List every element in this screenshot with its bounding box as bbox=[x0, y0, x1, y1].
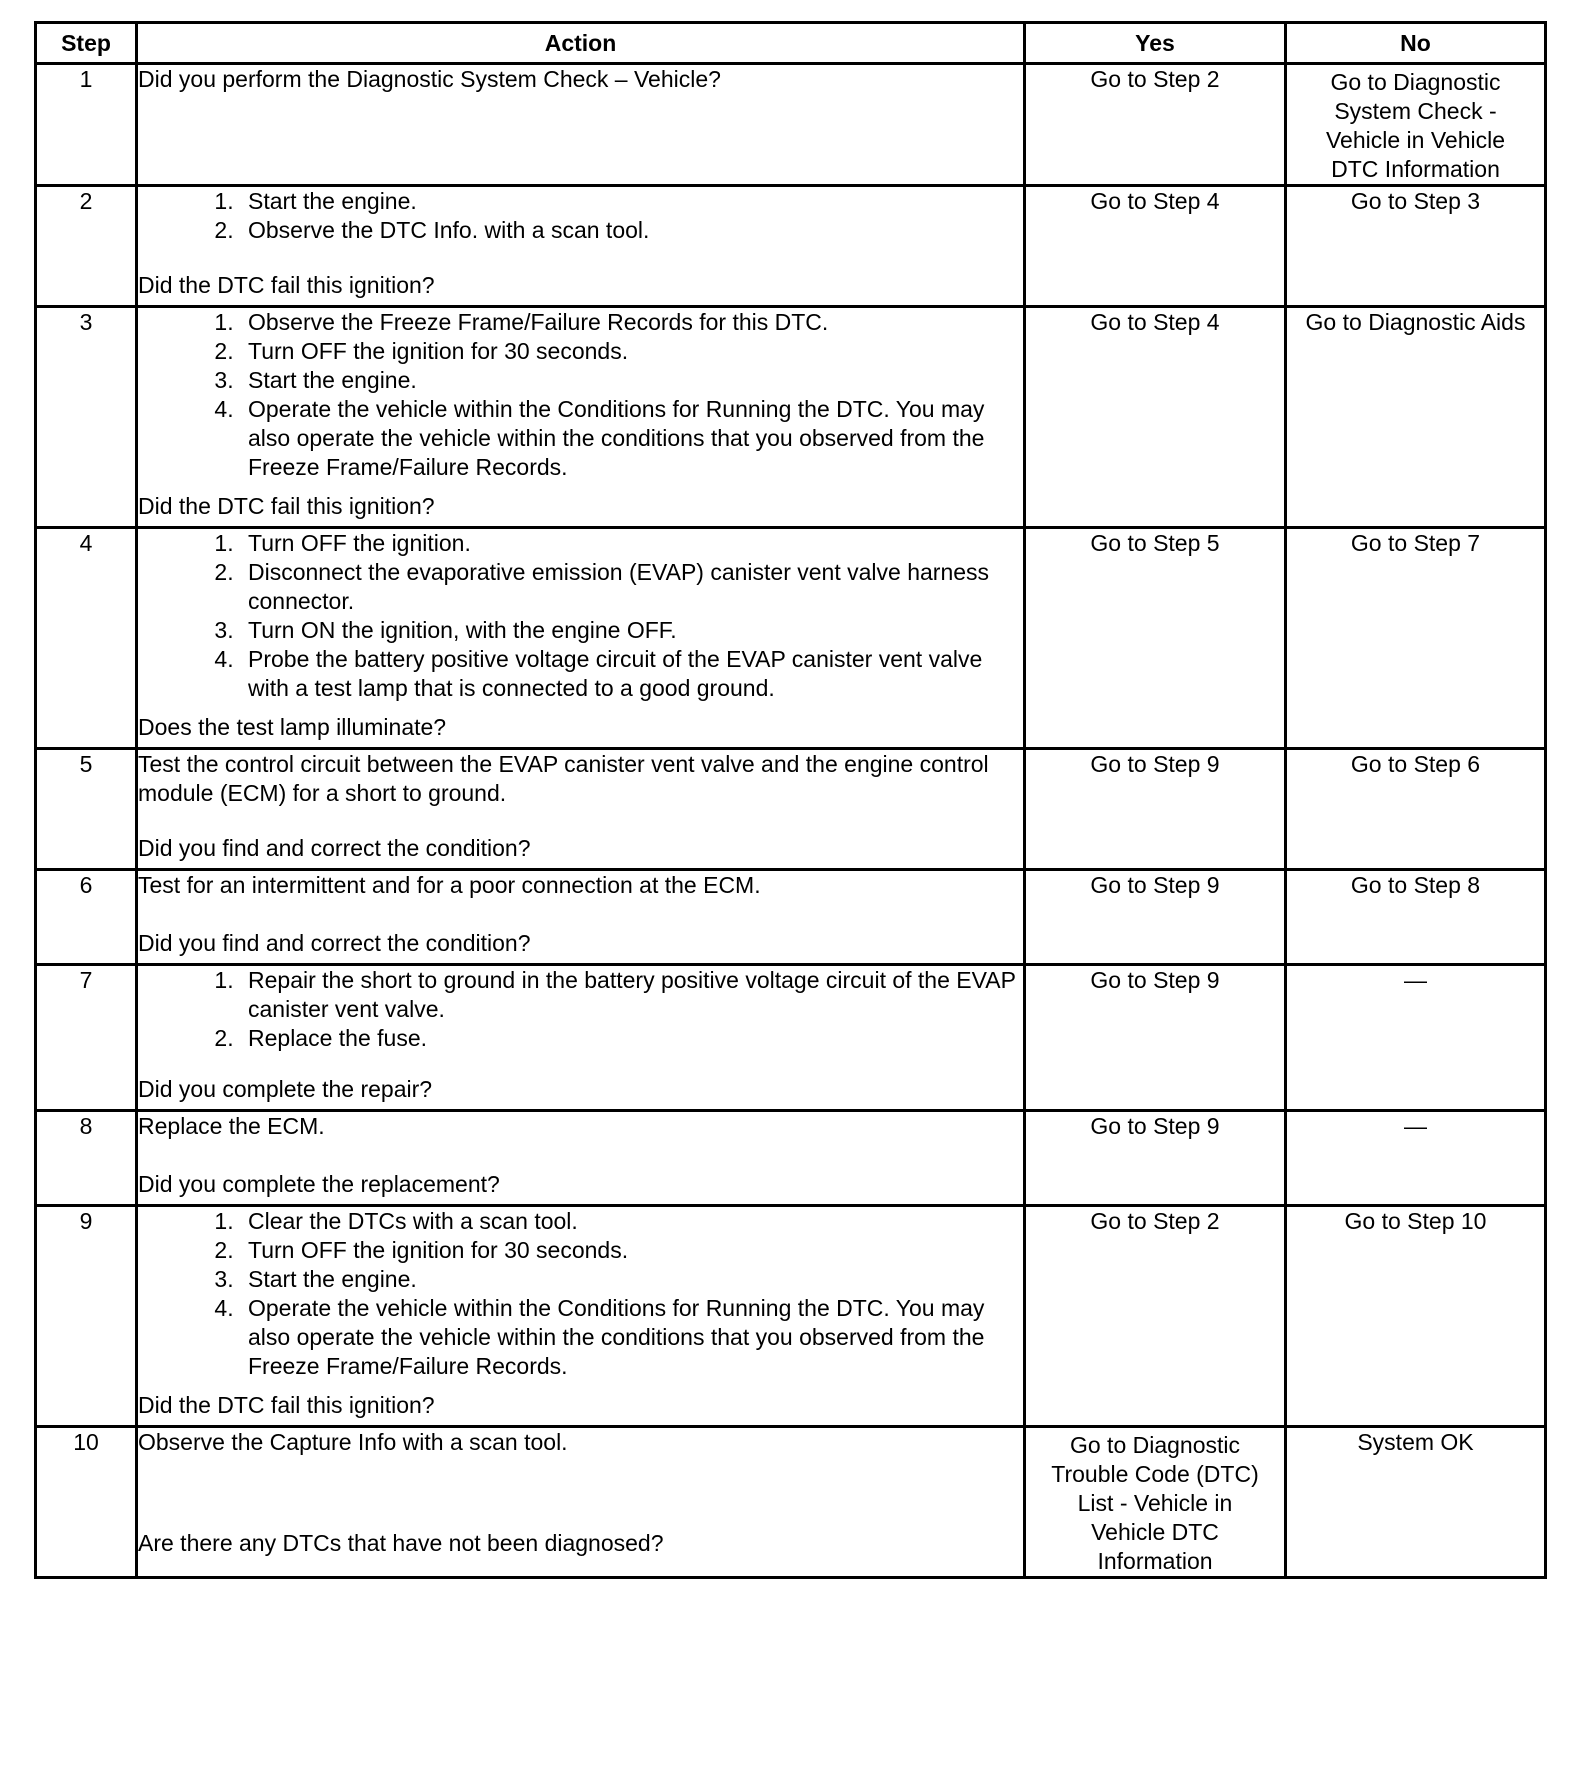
table-row bbox=[36, 1111, 1546, 1206]
table-row bbox=[36, 965, 1546, 1111]
header-action: Action bbox=[137, 23, 1025, 64]
step-number: 9 bbox=[36, 1206, 137, 1427]
table-row bbox=[36, 307, 1546, 528]
no-result-text: — bbox=[1404, 967, 1427, 993]
step-number: 3 bbox=[36, 307, 137, 528]
action-question: Did you find and correct the condition? bbox=[138, 930, 531, 956]
table-row bbox=[36, 186, 1546, 307]
yes-result-text: Go to Step 9 bbox=[1090, 751, 1220, 777]
no-result bbox=[1286, 870, 1546, 965]
diagnostic-table bbox=[34, 21, 1547, 1579]
yes-result bbox=[1025, 1427, 1286, 1578]
yes-result bbox=[1025, 307, 1286, 528]
table-row bbox=[36, 528, 1546, 749]
action-question: Does the test lamp illuminate? bbox=[138, 714, 447, 740]
yes-result-text: Go to Step 9 bbox=[1090, 872, 1220, 898]
no-result bbox=[1286, 307, 1546, 528]
yes-result-text: Go to Step 2 bbox=[1090, 66, 1220, 92]
action-steps-list bbox=[138, 1207, 1023, 1381]
step-number: 1 bbox=[36, 64, 137, 186]
step-number: 7 bbox=[36, 965, 137, 1111]
yes-result bbox=[1025, 528, 1286, 749]
action-step-item: 4. Operate the vehicle within the Conditions for Running the DTC. You may also operate the vehicle within the conditions that you observed from the Freeze Frame/Failure Records. bbox=[240, 395, 1023, 482]
no-result bbox=[1286, 1427, 1546, 1578]
action-cell bbox=[137, 749, 1025, 870]
table-row bbox=[36, 1427, 1546, 1578]
no-result bbox=[1286, 186, 1546, 307]
action-text: Replace the ECM. bbox=[138, 1113, 325, 1139]
yes-result bbox=[1025, 1206, 1286, 1427]
header-yes: Yes bbox=[1025, 23, 1286, 64]
action-cell bbox=[137, 965, 1025, 1111]
no-result-text: System OK bbox=[1357, 1429, 1474, 1455]
no-result-text: Go to Step 3 bbox=[1350, 188, 1481, 214]
yes-result-text: Go to Diagnostic Trouble Code (DTC) List - Vehicle in Vehicle DTC Information bbox=[1051, 1432, 1259, 1574]
yes-result bbox=[1025, 749, 1286, 870]
action-cell bbox=[137, 870, 1025, 965]
action-step-item: 2. Turn OFF the ignition for 30 seconds. bbox=[240, 337, 1023, 366]
table-row bbox=[36, 870, 1546, 965]
no-result-text: Go to Step 6 bbox=[1350, 751, 1481, 777]
action-steps-list bbox=[138, 308, 1023, 482]
no-result-text: Go to Step 8 bbox=[1350, 872, 1481, 898]
no-result-text: Go to Step 7 bbox=[1350, 530, 1481, 556]
action-question: Did you complete the replacement? bbox=[138, 1171, 500, 1197]
action-step-item: 2. Disconnect the evaporative emission (EVAP) canister vent valve harness connector. bbox=[240, 558, 1023, 616]
no-result bbox=[1286, 1111, 1546, 1206]
step-number: 5 bbox=[36, 749, 137, 870]
step-number: 8 bbox=[36, 1111, 137, 1206]
action-step-item: 3. Turn ON the ignition, with the engine OFF. bbox=[240, 616, 1023, 645]
action-question: Did the DTC fail this ignition? bbox=[138, 1392, 435, 1418]
action-step-item: 3. Start the engine. bbox=[240, 366, 1023, 395]
no-result-text: — bbox=[1404, 1113, 1427, 1139]
no-result-text: Go to Diagnostic System Check - Vehicle in Vehicle DTC Information bbox=[1325, 69, 1505, 182]
action-cell bbox=[137, 1206, 1025, 1427]
no-result-text: Go to Diagnostic Aids bbox=[1305, 309, 1526, 335]
table-row bbox=[36, 1206, 1546, 1427]
yes-result-text: Go to Step 5 bbox=[1090, 530, 1220, 556]
yes-result-text: Go to Step 4 bbox=[1090, 309, 1220, 335]
no-result bbox=[1286, 528, 1546, 749]
step-number: 2 bbox=[36, 186, 137, 307]
yes-result-text: Go to Step 4 bbox=[1090, 188, 1220, 214]
yes-result-text: Go to Step 9 bbox=[1090, 1113, 1220, 1139]
no-result bbox=[1286, 1206, 1546, 1427]
action-question: Are there any DTCs that have not been diagnosed? bbox=[138, 1530, 664, 1556]
action-step-item: 2. Replace the fuse. bbox=[240, 1024, 1023, 1053]
action-text: Test for an intermittent and for a poor connection at the ECM. bbox=[138, 872, 761, 898]
yes-result bbox=[1025, 965, 1286, 1111]
no-result bbox=[1286, 749, 1546, 870]
yes-result-text: Go to Step 2 bbox=[1090, 1208, 1220, 1234]
action-cell bbox=[137, 307, 1025, 528]
step-number: 10 bbox=[36, 1427, 137, 1578]
action-question: Did the DTC fail this ignition? bbox=[138, 272, 435, 298]
action-step-item: 1. Observe the Freeze Frame/Failure Records for this DTC. bbox=[240, 308, 1023, 337]
action-cell bbox=[137, 528, 1025, 749]
action-step-item: 4. Probe the battery positive voltage circuit of the EVAP canister vent valve with a test lamp that is connected to a good ground. bbox=[240, 645, 1023, 703]
action-text: Test the control circuit between the EVAP canister vent valve and the engine control module (ECM) for a short to ground. bbox=[138, 751, 989, 806]
action-text: Observe the Capture Info with a scan tool. bbox=[138, 1429, 568, 1455]
action-step-item: 3. Start the engine. bbox=[240, 1265, 1023, 1294]
yes-result bbox=[1025, 186, 1286, 307]
action-cell bbox=[137, 1111, 1025, 1206]
step-number: 6 bbox=[36, 870, 137, 965]
yes-result bbox=[1025, 64, 1286, 186]
action-cell bbox=[137, 186, 1025, 307]
action-question: Did the DTC fail this ignition? bbox=[138, 493, 435, 519]
action-step-item: 4. Operate the vehicle within the Conditions for Running the DTC. You may also operate the vehicle within the conditions that you observed from the Freeze Frame/Failure Records. bbox=[240, 1294, 1023, 1381]
yes-result bbox=[1025, 1111, 1286, 1206]
action-cell bbox=[137, 1427, 1025, 1578]
action-step-item: 2. Turn OFF the ignition for 30 seconds. bbox=[240, 1236, 1023, 1265]
action-question: Did you complete the repair? bbox=[138, 1076, 433, 1102]
header-step: Step bbox=[36, 23, 137, 64]
action-cell bbox=[137, 64, 1025, 186]
action-steps-list bbox=[138, 529, 1023, 703]
action-step-item: 1. Start the engine. bbox=[240, 187, 1023, 216]
action-step-item: 1. Clear the DTCs with a scan tool. bbox=[240, 1207, 1023, 1236]
table-row bbox=[36, 64, 1546, 186]
step-number: 4 bbox=[36, 528, 137, 749]
header-no: No bbox=[1286, 23, 1546, 64]
no-result bbox=[1286, 64, 1546, 186]
action-step-item: 2. Observe the DTC Info. with a scan tool. bbox=[240, 216, 1023, 245]
action-text: Did you perform the Diagnostic System Check – Vehicle? bbox=[138, 66, 721, 92]
action-question: Did you find and correct the condition? bbox=[138, 835, 531, 861]
action-steps-list bbox=[138, 187, 1023, 245]
action-step-item: 1. Repair the short to ground in the battery positive voltage circuit of the EVAP canister vent valve. bbox=[240, 966, 1023, 1024]
yes-result-text: Go to Step 9 bbox=[1090, 967, 1220, 993]
yes-result bbox=[1025, 870, 1286, 965]
action-step-item: 1. Turn OFF the ignition. bbox=[240, 529, 1023, 558]
no-result bbox=[1286, 965, 1546, 1111]
action-steps-list bbox=[138, 966, 1023, 1053]
table-row bbox=[36, 749, 1546, 870]
no-result-text: Go to Step 10 bbox=[1344, 1208, 1487, 1234]
header-row bbox=[36, 23, 1546, 64]
